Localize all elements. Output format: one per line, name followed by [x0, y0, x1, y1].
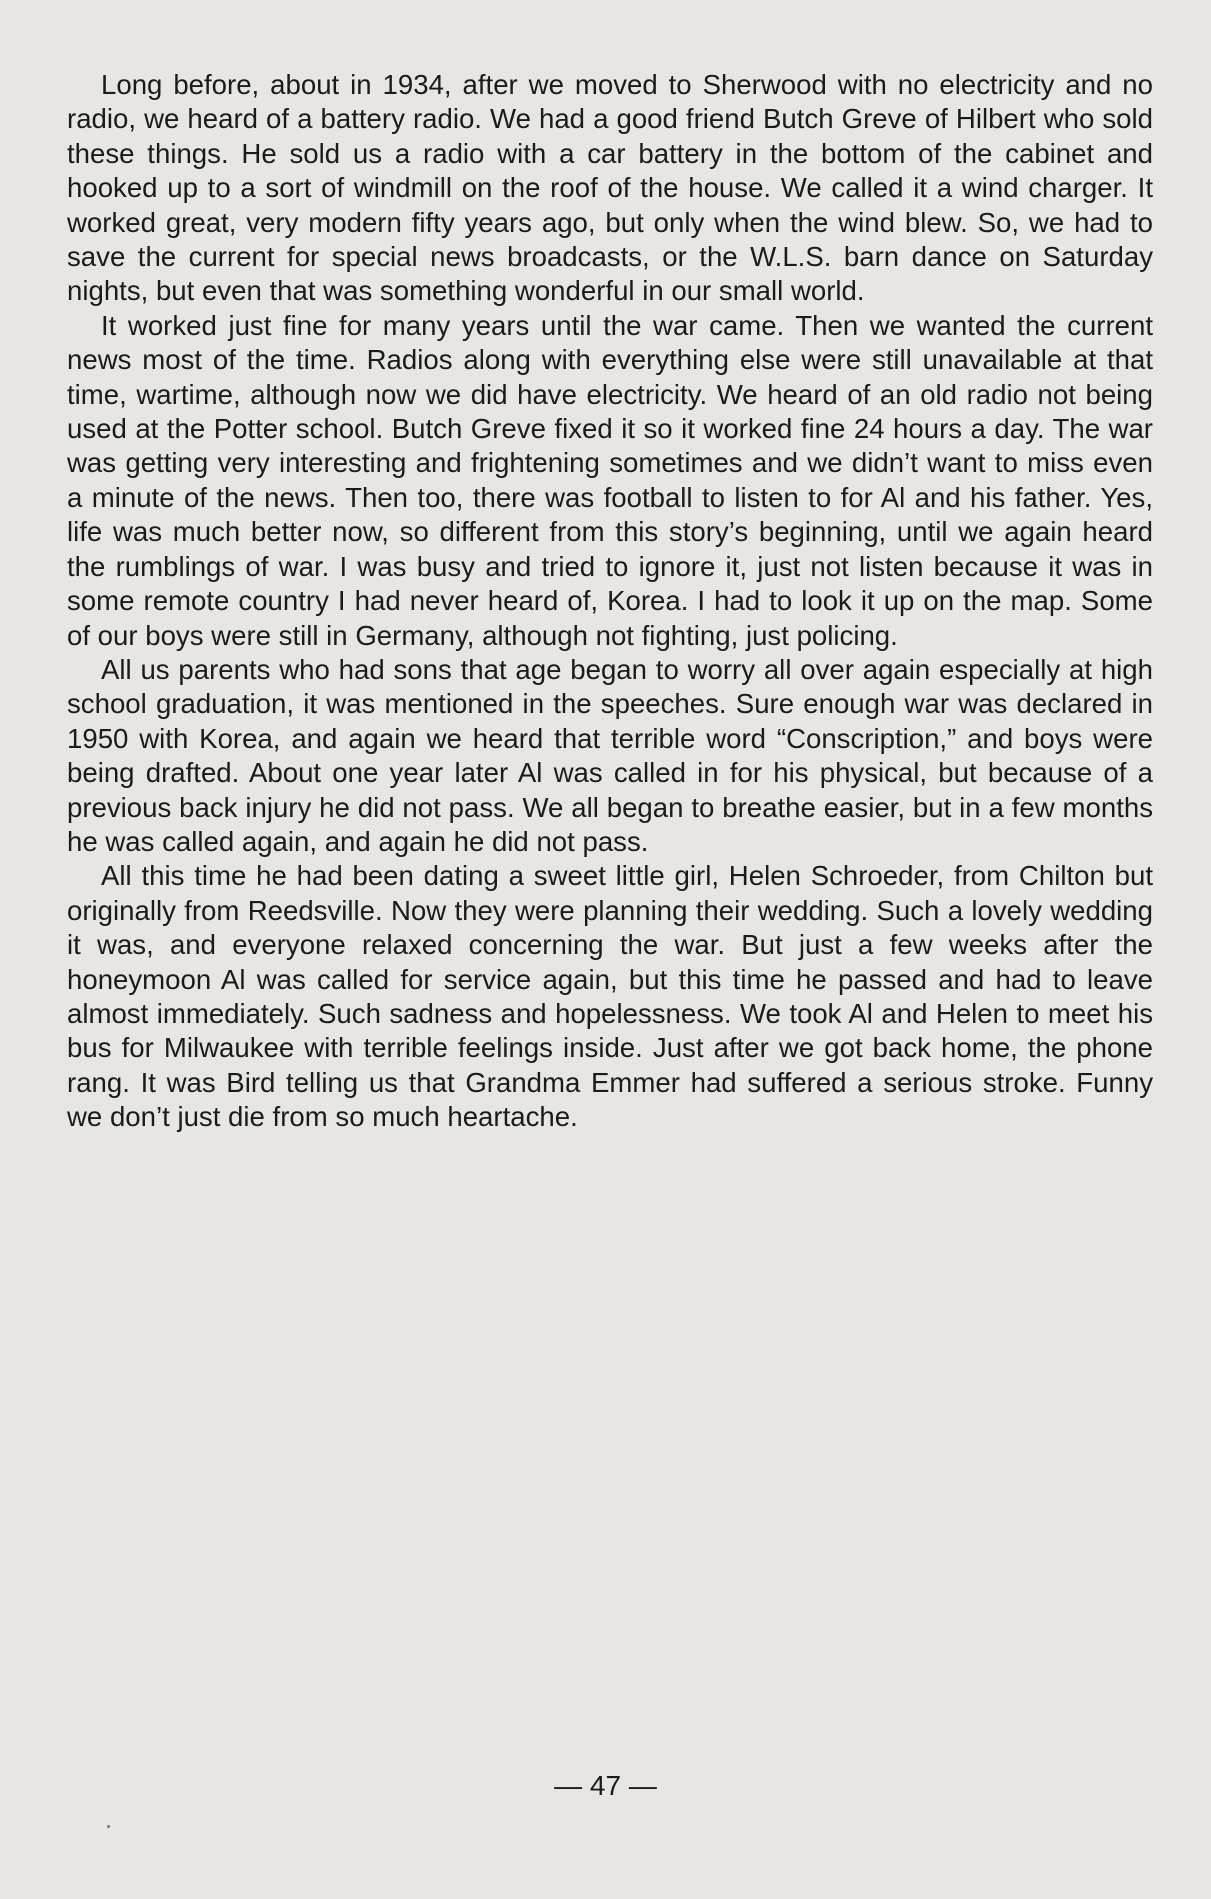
- page-number: — 47 —: [554, 1770, 657, 1801]
- paragraph-4: All this time he had been dating a sweet little girl, Helen Schroeder, from Chilton but originally from Reedsville. Now they were planning their wedding. Such a lovely wedding it was, and everyone relaxed concerning the war. But just a few weeks after the honeymoon Al was called for service again, but this time he passed and had to leave almost immediately. Such sadness and hopelessness. We took Al and Helen to meet his bus for Milwaukee with terrible feelings inside. Just after we got back home, the phone rang. It was Bird telling us that Grandma Emmer had suffered a serious stroke. Funny we don’t just die from so much heartache.: [67, 860, 1153, 1133]
- body-text: [67, 68, 1153, 1135]
- paragraph-3: All us parents who had sons that age began to worry all over again especially at high school graduation, it was mentioned in the speeches. Sure enough war was declared in 1950 with Korea, and again we heard that terrible word “Conscription,” and boys were being drafted. About one year later Al was called in for his physical, but because of a previous back injury he did not pass. We all began to breathe easier, but in a few months he was called again, and again he did not pass.: [67, 653, 1153, 857]
- paper-speck: [107, 1825, 110, 1828]
- paragraph-2: It worked just fine for many years until the war came. Then we wanted the current news most of the time. Radios along with everything else were still unavailable at that time, wartime, although now we did have electricity. We heard of an old radio not being used at the Potter school. Butch Greve fixed it so it worked fine 24 hours a day. The war was getting very interesting and frightening sometimes and we didn’t want to miss even a minute of the news. Then too, there was football to listen to for Al and his father. Yes, life was much better now, so different from this story’s beginning, until we again heard the rumblings of war. I was busy and tried to ignore it, just not listen because it was in some remote country I had never heard of, Korea. I had to look it up on the map. Some of our boys were still in Germany, although not fighting, just policing.: [67, 309, 1153, 651]
- paragraph-1: Long before, about in 1934, after we moved to Sherwood with no electricity and no radio, we heard of a battery radio. We had a good friend Butch Greve of Hilbert who sold these things. He sold us a radio with a car battery in the bottom of the cabinet and hooked up to a sort of windmill on the roof of the house. We called it a wind charger. It worked great, very modern fifty years ago, but only when the wind blew. So, we had to save the current for special news broadcasts, or the W.L.S. barn dance on Saturday nights, but even that was something wonderful in our small world.: [67, 69, 1153, 307]
